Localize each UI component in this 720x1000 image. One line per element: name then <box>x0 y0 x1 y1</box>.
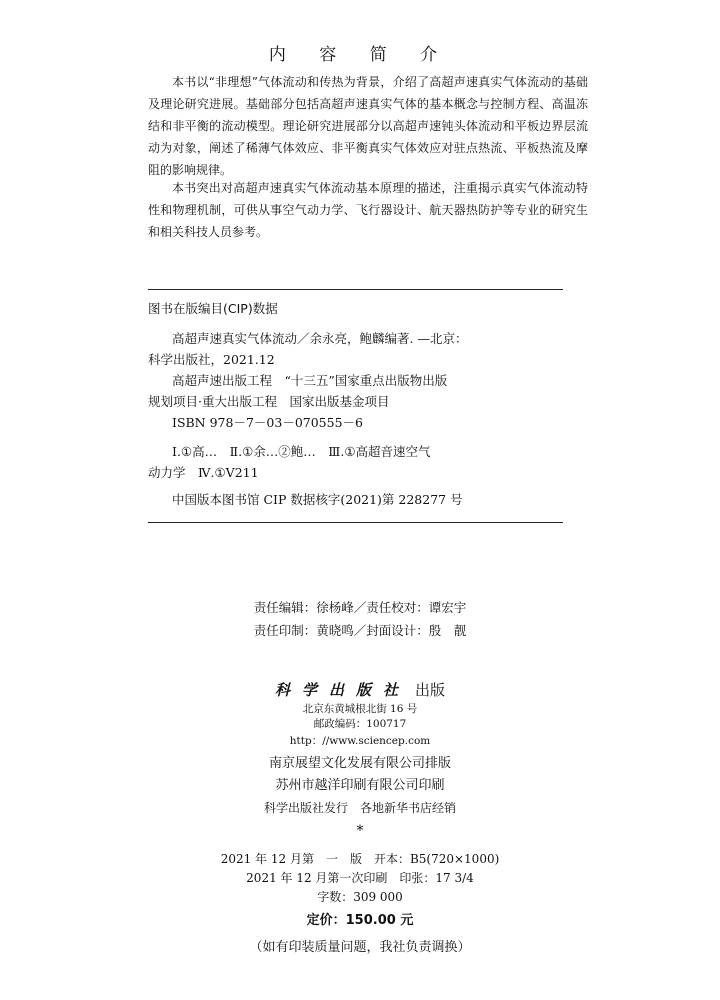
publisher-line <box>0 679 720 700</box>
edition-line-3: 字数：309 000 <box>317 890 403 904</box>
cip-line: 高超声速真实气体流动／余永亮，鲍麟编著. —北京： <box>172 331 468 346</box>
typeset-line: 南京展望文化发展有限公司排版 <box>268 756 451 771</box>
publisher-url: http：//www.sciencep.com <box>289 735 431 747</box>
printer-line: 苏州市越洋印刷有限公司印刷 <box>275 778 445 793</box>
publisher-suffix: 出版 <box>415 681 446 699</box>
printing-info <box>0 753 720 819</box>
cip-block <box>148 328 563 510</box>
intro-paragraph-2: 本书突出对高超声速真实气体流动基本原理的描述，注重揭示真实气体流动特性和物理机制，可供从事空气动力学、飞行器设计、航天器热防护等专业的研究生和相关科技人员参考。 <box>148 181 588 239</box>
separator-star: * <box>356 823 364 839</box>
cip-line: ISBN 978－7－03－070555－6 <box>172 415 363 430</box>
cip-line: 动力学 Ⅳ.①V211 <box>148 465 259 480</box>
price: 定价：150.00 元 <box>306 913 414 928</box>
page-title: 内 容 简 介 <box>268 45 452 65</box>
staff-credits <box>0 596 720 642</box>
cip-line: Ⅰ.①高… Ⅱ.①余…②鲍… Ⅲ.①高超音速空气 <box>172 444 431 459</box>
cip-top-rule <box>148 289 563 290</box>
staff-line-1: 责任编辑：徐杨峰／责任校对：谭宏宇 <box>253 600 467 615</box>
publisher-postcode: 邮政编码：100717 <box>313 718 407 730</box>
quality-note: （如有印装质量问题，我社负责调换） <box>249 940 471 955</box>
publisher-name: 科学出版社 <box>274 681 410 699</box>
edition-line-1: 2021 年 12 月第 一 版 开本：B5(720×1000) <box>220 852 500 866</box>
edition-line-2: 2021 年 12 月第一次印刷 印张：17 3/4 <box>246 871 474 885</box>
cip-line: 中国版本图书馆 CIP 数据核字(2021)第 228277 号 <box>172 492 463 507</box>
intro-paragraph-1: 本书以“非理想”气体流动和传热为背景，介绍了高超声速真实气体流动的基础及理论研究进展。基础部分包括高超声速真实气体的基本概念与控制方程、高温冻结和非平衡的流动模型。理论研究进展部分以高超声速钝头体流动和平板边界层流动为对象，阐述了稀薄气体效应、非平衡真实气体效应对驻点热流、平板热流及摩阻的影响规律。 <box>148 75 588 177</box>
staff-line-2: 责任印制：黄晓鸣／封面设计：殷 靓 <box>253 623 467 638</box>
distribution-line: 科学出版社发行 各地新华书店经销 <box>263 801 456 815</box>
cip-line: 科学出版社，2021.12 <box>148 352 275 367</box>
cip-heading: 图书在版编目(CIP)数据 <box>148 301 278 316</box>
cip-bottom-rule <box>148 522 563 523</box>
publisher-address: 北京东黄城根北街 16 号 <box>302 703 418 715</box>
edition-info <box>0 850 720 907</box>
cip-line: 规划项目·重大出版工程 国家出版基金项目 <box>148 394 390 409</box>
cip-line: 高超声速出版工程 “十三五”国家重点出版物出版 <box>172 373 448 388</box>
